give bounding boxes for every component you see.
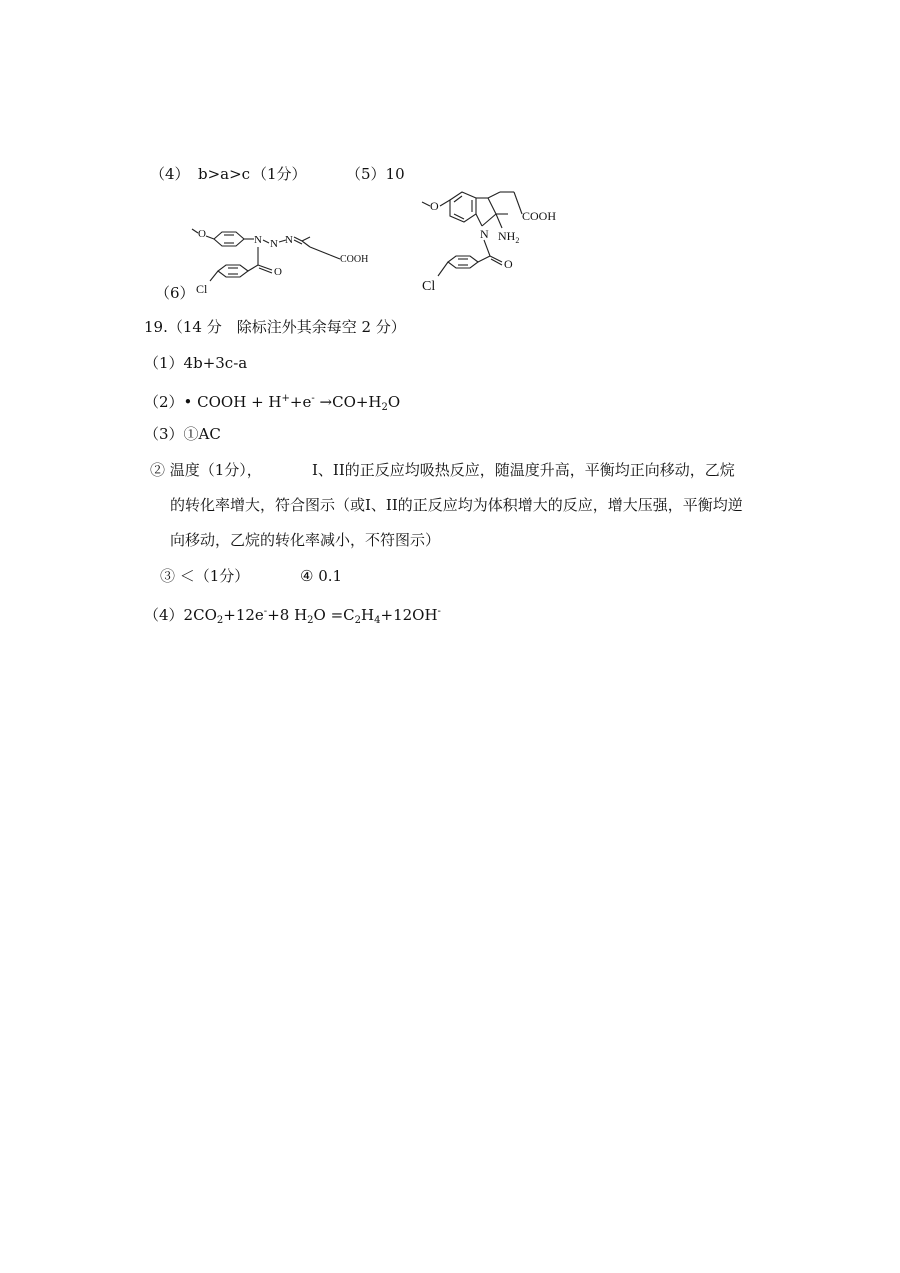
struct1-cooh: COOH [340,254,369,265]
answer-19-1: （1）4b+3c-a [144,354,248,372]
structure-2-diagram [418,180,608,295]
structure-1-diagram [190,215,390,305]
question-19-header: 19.（14 分 除标注外其余每空 2 分） [144,318,406,336]
answer-18-6-label: （6） [155,284,195,302]
answer-19-3-2-line2: 的转化率增大，符合图示（或I、II的正反应均为体积增大的反应，增大压强，平衡均逆 [170,496,743,514]
struct1-n1: N [254,234,262,246]
struct2-n: N [480,227,489,241]
answer-18-4-label: （4） [150,165,190,183]
answer-19-4: $(4)2CO_2+12e^-+8$ $H_2O =C_2H_4+12OH^-$ [144,606,441,626]
answer-19-3-3: ③ ＜（1分） [160,567,250,585]
struct1-cl: Cl [196,282,208,296]
struct1-methoxy-o: O [198,228,206,240]
struct2-cl: Cl [422,279,436,294]
answer-18-4-text: b>a>c [198,165,251,183]
answer-18-5: （5）10 [346,165,405,183]
struct1-n3: N [285,234,293,246]
answer-19-2 [144,389,400,418]
answer-19-3-4: ④ 0.1 [300,567,343,585]
struct1-n2: N [270,238,278,250]
struct2-carbonyl-o: O [504,257,513,271]
struct2-cooh: COOH [522,209,557,223]
answer-19-3-2-line1: I、II的正反应均吸热反应，随温度升高，平衡均正向移动，乙烷 [312,461,735,479]
struct2-amine: $NH_2$ [498,229,520,245]
answer-18-4-score: （1分） [252,165,307,183]
answer-19-2-equation: • COOH + $H^++e^- \to CO+H_2O$ [183,393,401,413]
struct1-carbonyl-o: O [274,266,282,278]
answer-19-3-2-head: ② 温度（1分）， [150,461,262,479]
answer-19-3-1: （3）①AC [144,425,221,443]
answer-19-3-2-line3: 向移动，乙烷的转化率减小，不符图示） [170,531,441,549]
struct2-methoxy-o: O [430,199,439,213]
answer-19-2-label: （2） [144,393,184,411]
